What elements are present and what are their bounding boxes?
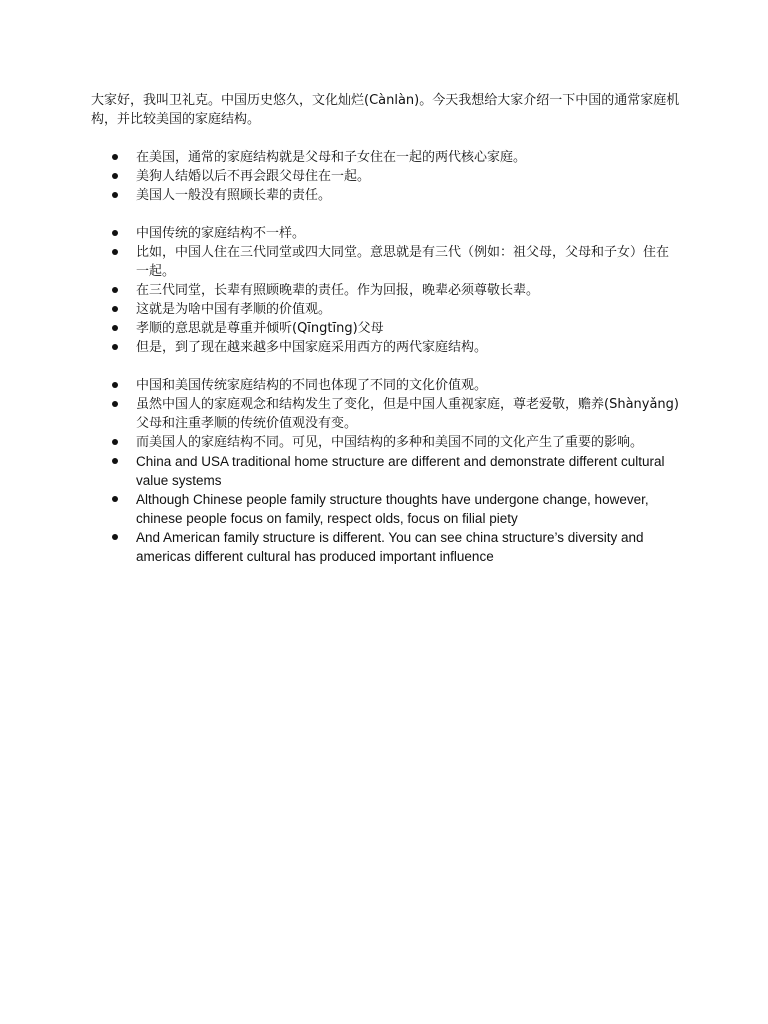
list-item — [91, 281, 681, 300]
list-item — [91, 224, 681, 243]
bullet-icon — [112, 154, 118, 160]
list-item-text: 但是，到了现在越来越多中国家庭采用西方的两代家庭结构。 — [136, 340, 488, 355]
list-item-text: 这就是为啥中国有孝顺的价值观。 — [136, 302, 332, 317]
list-item — [91, 376, 681, 395]
list-item — [91, 243, 681, 281]
list-item-text: And American family structure is different. You can see china structure’s diversity and americas different cultural has produced important influence — [136, 530, 644, 564]
list-item — [91, 300, 681, 319]
bullet-icon — [112, 534, 118, 540]
list-item-text: 美狗人结婚以后不再会跟父母住在一起。 — [136, 169, 371, 184]
list-item-text: 在三代同堂，长辈有照顾晚辈的责任。作为回报，晚辈必须尊敬长辈。 — [136, 283, 540, 298]
bullet-icon — [112, 249, 118, 255]
bullet-list-comparison — [91, 376, 681, 566]
list-item-text: 在美国，通常的家庭结构就是父母和子女住在一起的两代核心家庭。 — [136, 150, 527, 165]
list-item-text: 虽然中国人的家庭观念和结构发生了变化，但是中国人重视家庭，尊老爱敬，赡养(Shànyǎng)父母和注重孝顺的传统价值观没有变。 — [136, 397, 679, 431]
list-item-text: 中国和美国传统家庭结构的不同也体现了不同的文化价值观。 — [136, 378, 488, 393]
bullet-icon — [112, 458, 118, 464]
list-item — [91, 319, 681, 338]
bullet-icon — [112, 496, 118, 502]
bullet-icon — [112, 173, 118, 179]
list-item — [91, 167, 681, 186]
list-item — [91, 186, 681, 205]
document-body — [91, 91, 681, 566]
list-item — [91, 528, 681, 566]
list-item-text: 孝顺的意思就是尊重并倾听(Qīngtīng)父母 — [136, 321, 384, 336]
bullet-icon — [112, 344, 118, 350]
bullet-icon — [112, 306, 118, 312]
list-item-text: China and USA traditional home structure are different and demonstrate different cultural value systems — [136, 454, 665, 488]
bullet-icon — [112, 439, 118, 445]
list-item-text: 美国人一般没有照顾长辈的责任。 — [136, 188, 332, 203]
list-item-text: 比如，中国人住在三代同堂或四大同堂。意思就是有三代（例如：祖父母，父母和子女）住在一起。 — [136, 245, 670, 279]
bullet-list-us-family — [91, 148, 681, 205]
bullet-icon — [112, 192, 118, 198]
list-item-text: 而美国人的家庭结构不同。可见，中国结构的多种和美国不同的文化产生了重要的影响。 — [136, 435, 644, 450]
bullet-icon — [112, 325, 118, 331]
bullet-icon — [112, 382, 118, 388]
list-item — [91, 490, 681, 528]
list-item — [91, 148, 681, 167]
bullet-icon — [112, 230, 118, 236]
list-item-text: 中国传统的家庭结构不一样。 — [136, 226, 306, 241]
list-item — [91, 395, 681, 433]
bullet-list-china-family — [91, 224, 681, 357]
list-item — [91, 433, 681, 452]
list-item-text: Although Chinese people family structure thoughts have undergone change, however, chinese people focus on family, respect olds, focus on filial piety — [136, 492, 649, 526]
list-item — [91, 338, 681, 357]
list-item — [91, 452, 681, 490]
bullet-icon — [112, 401, 118, 407]
bullet-icon — [112, 287, 118, 293]
intro-paragraph: 大家好，我叫卫礼克。中国历史悠久，文化灿烂(Cànlàn)。今天我想给大家介绍一下中国的通常家庭机构，并比较美国的家庭结构。 — [91, 93, 680, 127]
